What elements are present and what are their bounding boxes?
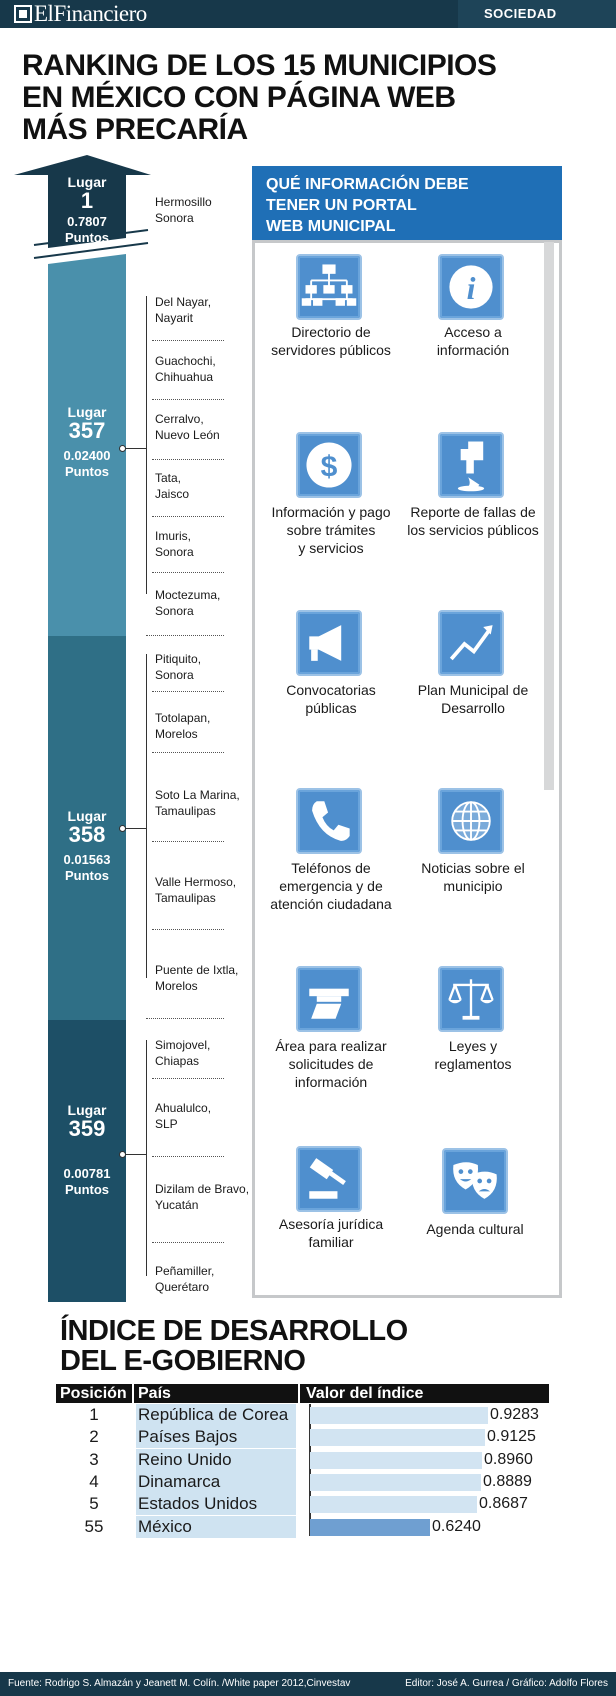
list-item [155, 1100, 211, 1132]
divider [146, 1018, 224, 1019]
municipality-state: Yucatán [155, 1198, 199, 1212]
municipality-state: SLP [155, 1117, 178, 1131]
divider [152, 572, 224, 573]
list-item [155, 528, 194, 560]
info-item-label: Convocatorias [286, 682, 376, 698]
rank-357 [48, 404, 126, 480]
municipality-name: Peñamiller, [155, 1264, 215, 1278]
svg-text:i: i [466, 271, 476, 307]
rank-points: 0.01563 [63, 852, 111, 867]
country-cell: República de Corea [136, 1404, 296, 1426]
country-cell: Países Bajos [136, 1426, 296, 1448]
divider [152, 399, 224, 400]
info-item [256, 859, 406, 913]
info-item-label: información [436, 342, 510, 358]
municipality-name: Soto La Marina, [155, 788, 240, 802]
municipality-name: Pitiquito, [155, 652, 202, 666]
title-line: RANKING DE LOS 15 MUNICIPIOS [22, 49, 497, 82]
info-item [256, 503, 406, 557]
printer-icon [296, 966, 362, 1032]
municipality-name: Totolapan, [155, 711, 211, 725]
municipality-name: Tata, [155, 471, 182, 485]
info-heading-line: WEB MUNICIPAL [266, 218, 396, 235]
info-item-label: Teléfonos de [291, 860, 371, 876]
growth-chart-icon [438, 610, 504, 676]
divider [152, 1242, 224, 1243]
municipality-name: Guachochi, [155, 354, 216, 368]
info-item-label: información [294, 1074, 368, 1090]
municipality-name: Simojovel, [155, 1038, 211, 1052]
municipality-name: Imuris, [155, 529, 191, 543]
info-icon [438, 254, 504, 320]
rank-points-label: Puntos [64, 464, 110, 479]
divider [152, 1078, 224, 1079]
municipality-state: Querétaro [155, 1280, 210, 1294]
municipality-state: Chihuahua [155, 370, 214, 384]
bracket-358 [146, 654, 147, 978]
rank-points-label: Puntos [64, 868, 110, 883]
index-bar [310, 1474, 481, 1491]
country-cell: Dinamarca [136, 1471, 296, 1493]
divider [152, 929, 224, 930]
list-item [155, 353, 216, 385]
info-item [398, 503, 548, 539]
logo-mark-icon [14, 5, 32, 23]
faucet-icon [438, 432, 504, 498]
rank-points: 0.02400 [63, 448, 111, 463]
info-item-label: Área para realizar [275, 1038, 387, 1054]
header-country: País [134, 1384, 298, 1403]
position-cell: 2 [89, 1427, 99, 1446]
divider [152, 340, 224, 341]
info-item-label: sobre trámites [286, 522, 376, 538]
title-line: MÁS PRECARÍA [22, 113, 248, 146]
info-item [256, 1037, 406, 1091]
municipality-name: Cerralvo, [155, 412, 204, 426]
dollar-icon [296, 432, 362, 498]
municipality-name: Hermosillo [155, 195, 212, 209]
divider [152, 691, 224, 692]
bracket-tick [126, 1154, 146, 1155]
info-item-label: Desarrollo [441, 700, 505, 716]
index-value-label: 0.8960 [484, 1451, 533, 1468]
footer [0, 1672, 616, 1696]
index-title-line: DEL E-GOBIERNO [60, 1345, 306, 1377]
municipality-name: Del Nayar, [155, 295, 212, 309]
municipality-name: Valle Hermoso, [155, 875, 237, 889]
bracket-359 [146, 1040, 147, 1276]
info-item-label: emergencia y de [279, 878, 383, 894]
list-item [155, 787, 240, 819]
rank-points: 0.7807 [67, 214, 107, 229]
divider [152, 516, 224, 517]
info-item-label: atención ciudadana [270, 896, 392, 912]
list-item [155, 411, 220, 443]
theater-masks-icon [442, 1148, 508, 1214]
bracket-node [119, 825, 126, 832]
info-item-label: Reporte de fallas de [410, 504, 536, 520]
info-item-label: Asesoría jurídica [278, 1216, 384, 1232]
info-heading [252, 166, 562, 240]
rank-number: 357 [68, 418, 106, 443]
info-item [256, 323, 406, 359]
country-cell: México [136, 1516, 296, 1538]
divider [152, 1156, 224, 1157]
bracket-tick [126, 448, 146, 449]
info-item-label: Acceso a [444, 324, 502, 340]
info-item [398, 681, 548, 717]
info-item-label: y servicios [298, 540, 364, 556]
municipality-state: Tamaulipas [155, 804, 216, 818]
position-cell: 55 [84, 1517, 104, 1536]
svg-text:$: $ [320, 450, 338, 484]
rank-points: 0.00781 [63, 1166, 111, 1181]
municipality-state: Jaisco [155, 487, 190, 501]
rank-label: Lugar [67, 174, 107, 190]
index-bar [310, 1496, 477, 1513]
rank-points-label: Puntos [64, 1182, 110, 1197]
list-item [155, 962, 238, 994]
municipality-state: Tamaulipas [155, 891, 216, 905]
municipality-state: Sonora [155, 668, 194, 682]
rank-number: 1 [80, 188, 94, 213]
index-bar [310, 1519, 430, 1536]
bracket-357 [146, 296, 147, 594]
divider [146, 635, 224, 636]
list-item [155, 651, 201, 683]
divider [152, 459, 224, 460]
divider [152, 841, 224, 842]
info-item-label: Leyes y [448, 1038, 498, 1054]
info-item-label: públicas [305, 700, 357, 716]
info-item [398, 323, 548, 359]
divider [152, 752, 224, 753]
bracket-tick [126, 828, 146, 829]
rank-359 [48, 1102, 126, 1198]
megaphone-icon [296, 610, 362, 676]
index-value-label: 0.9283 [490, 1406, 539, 1423]
info-item-label: Plan Municipal de [417, 682, 529, 698]
index-title-line: ÍNDICE DE DESARROLLO [60, 1315, 408, 1347]
rank-top [48, 174, 126, 246]
rank-number: 359 [68, 1116, 106, 1141]
position-cell: 4 [89, 1472, 99, 1491]
info-item [256, 681, 406, 717]
bracket-node [119, 445, 126, 452]
info-item-label: Agenda cultural [426, 1221, 524, 1237]
municipality-state: Morelos [155, 979, 198, 993]
country-cell: Reino Unido [136, 1449, 296, 1471]
org-chart-icon [296, 254, 362, 320]
info-item-label: familiar [308, 1234, 354, 1250]
index-value-label: 0.8687 [479, 1495, 528, 1512]
position-cell: 1 [89, 1405, 99, 1424]
index-bar [310, 1407, 488, 1424]
municipality-name: Puente de Ixtla, [155, 963, 239, 977]
page-title [22, 50, 612, 146]
title-line: EN MÉXICO CON PÁGINA WEB [22, 81, 456, 114]
municipality-hermosillo [155, 194, 212, 226]
municipality-state: Nayarit [155, 311, 194, 325]
index-bar [310, 1429, 485, 1446]
info-item-label: Directorio de [291, 324, 371, 340]
rank-number: 358 [68, 822, 106, 847]
logo[interactable] [14, 1, 147, 27]
info-panel [252, 240, 562, 1298]
country-cell: Estados Unidos [136, 1493, 296, 1515]
rank-label: Lugar [67, 404, 107, 420]
municipality-state: Sonora [155, 604, 194, 618]
list-item [155, 294, 211, 326]
list-item [155, 1037, 210, 1069]
info-item-label: solicitudes de [288, 1056, 374, 1072]
info-heading-line: QUÉ INFORMACIÓN DEBE [266, 176, 469, 193]
position-cell: 5 [89, 1494, 99, 1513]
list-item [155, 470, 189, 502]
bracket-node [119, 1151, 126, 1158]
index-value-label: 0.8889 [483, 1473, 532, 1490]
position-cell: 3 [89, 1450, 99, 1469]
section-label[interactable]: SOCIEDAD [458, 0, 616, 28]
index-bar [310, 1452, 482, 1469]
index-value-label: 0.6240 [432, 1518, 481, 1535]
list-item [155, 1181, 249, 1213]
info-item-label: servidores públicos [271, 342, 391, 358]
list-item [155, 874, 236, 906]
municipality-state: Sonora [155, 211, 194, 225]
info-item-label: Noticias sobre el [421, 860, 525, 876]
index-title [60, 1316, 408, 1376]
masthead [0, 0, 616, 28]
municipality-state: Sonora [155, 545, 194, 559]
list-item [155, 710, 210, 742]
info-item-label: los servicios públicos [407, 522, 539, 538]
municipality-name: Moctezuma, [155, 588, 221, 602]
info-item-label: reglamentos [434, 1056, 512, 1072]
list-item [155, 587, 220, 619]
scales-icon [438, 966, 504, 1032]
rank-label: Lugar [67, 808, 107, 824]
municipality-name: Dizilam de Bravo, [155, 1182, 250, 1196]
municipality-state: Chiapas [155, 1054, 200, 1068]
info-item-label: Información y pago [271, 504, 391, 520]
list-item [155, 1263, 214, 1295]
header-value: Valor del índice [300, 1384, 549, 1403]
municipality-state: Nuevo León [155, 428, 220, 442]
rank-points-label: Puntos [64, 230, 110, 245]
footer-editor: Editor: José A. Gurrea / Gráfico: Adolfo Flores [405, 1678, 608, 1689]
rank-358 [48, 808, 126, 884]
municipality-name: Ahualulco, [155, 1101, 212, 1115]
globe-icon [438, 788, 504, 854]
info-item [400, 1220, 550, 1238]
gavel-icon [296, 1146, 362, 1212]
municipality-state: Morelos [155, 727, 198, 741]
rank-label: Lugar [67, 1102, 107, 1118]
header-position: Posición [56, 1384, 132, 1403]
info-item-label: municipio [443, 878, 503, 894]
info-item [398, 1037, 548, 1073]
info-heading-line: TENER UN PORTAL [266, 197, 417, 214]
info-item [256, 1215, 406, 1251]
footer-source: Fuente: Rodrigo S. Almazán y Jeanett M. Colín. /White paper 2012,Cinvestav [8, 1678, 351, 1689]
index-value-label: 0.9125 [487, 1428, 536, 1445]
info-item [398, 859, 548, 895]
phone-icon [296, 788, 362, 854]
logo-text: ElFinanciero [34, 1, 147, 26]
